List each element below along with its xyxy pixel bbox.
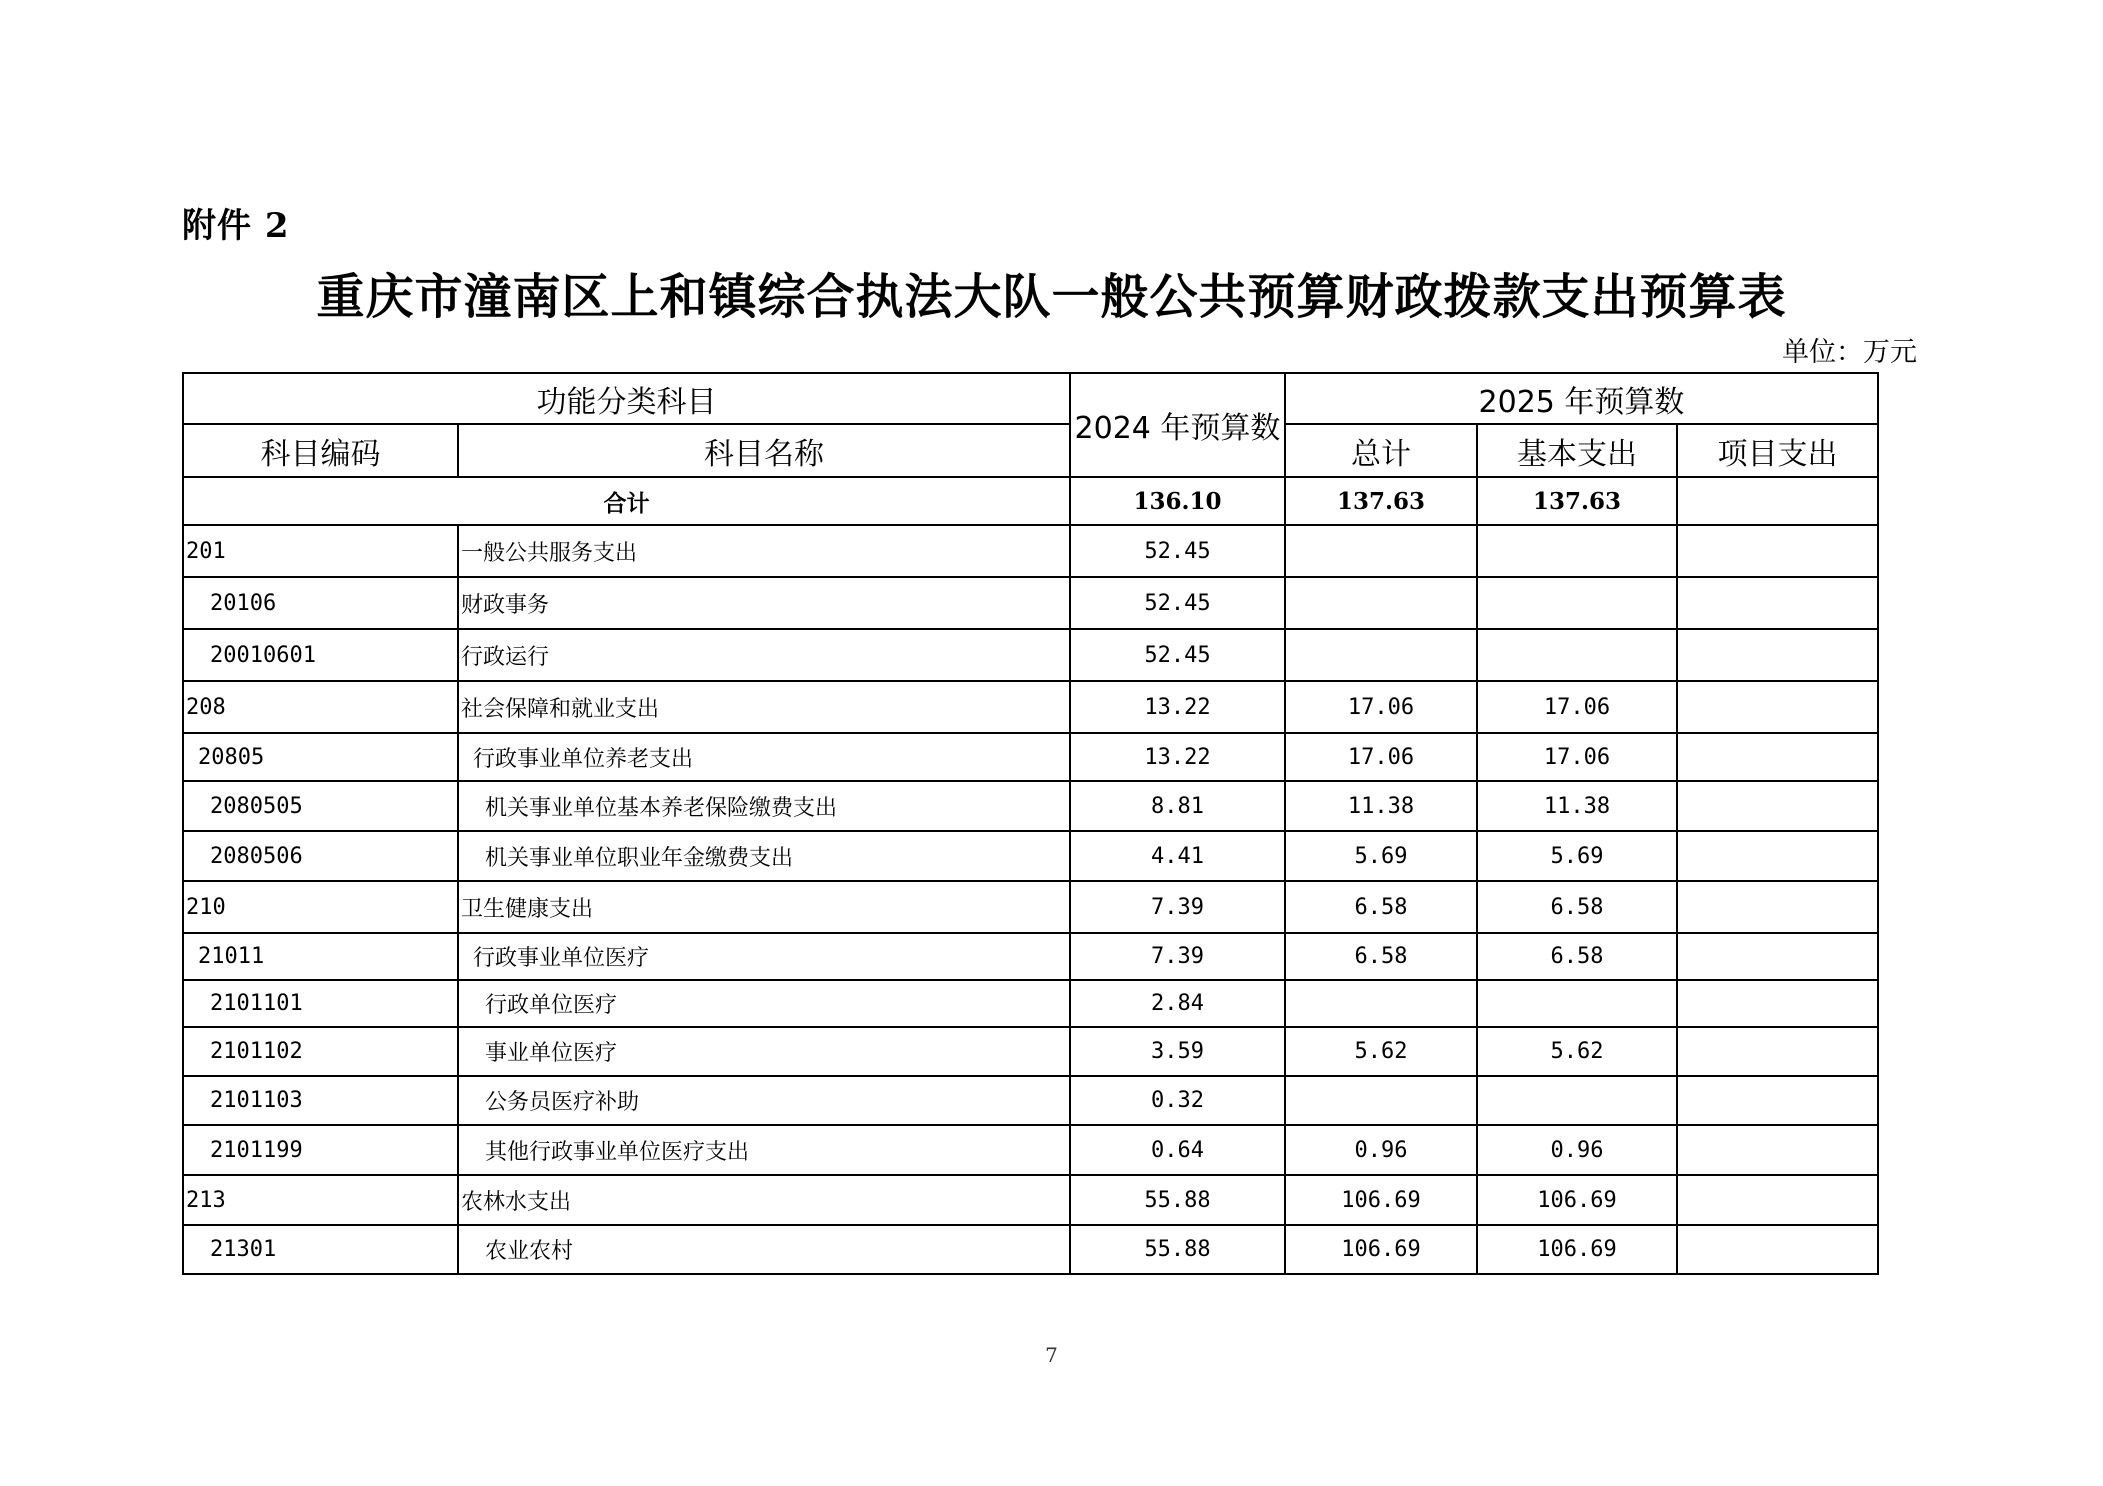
header-project: 项目支出	[1677, 424, 1878, 477]
row-budget-2025-project	[1677, 1027, 1878, 1076]
row-code: 20106	[183, 577, 458, 629]
header-code: 科目编码	[183, 424, 458, 477]
row-budget-2025-project	[1677, 1076, 1878, 1125]
table-row	[183, 881, 1878, 933]
row-budget-2025-total: 6.58	[1285, 933, 1477, 980]
table-row	[183, 629, 1878, 681]
row-budget-2024: 0.32	[1070, 1076, 1285, 1125]
row-budget-2025-total: 106.69	[1285, 1225, 1477, 1274]
row-code: 2080506	[183, 831, 458, 881]
table-row	[183, 1225, 1878, 1274]
row-budget-2025-project	[1677, 1125, 1878, 1175]
row-budget-2024: 55.88	[1070, 1225, 1285, 1274]
table-row	[183, 781, 1878, 831]
row-budget-2025-project	[1677, 881, 1878, 933]
table-row	[183, 1027, 1878, 1076]
document-title: 重庆市潼南区上和镇综合执法大队一般公共预算财政拨款支出预算表	[316, 269, 1787, 325]
row-budget-2025-basic: 5.69	[1477, 831, 1677, 881]
total-2024: 136.10	[1070, 477, 1285, 525]
header-budget-2025: 2025 年预算数	[1285, 373, 1878, 424]
total-2025-total: 137.63	[1285, 477, 1477, 525]
row-budget-2024: 52.45	[1070, 577, 1285, 629]
row-budget-2025-total: 17.06	[1285, 733, 1477, 781]
table-row	[183, 733, 1878, 781]
row-budget-2024: 0.64	[1070, 1125, 1285, 1175]
row-name: 行政事业单位医疗	[458, 933, 1070, 980]
row-budget-2024: 52.45	[1070, 629, 1285, 681]
row-budget-2025-total: 106.69	[1285, 1175, 1477, 1225]
table-row	[183, 577, 1878, 629]
row-budget-2024: 52.45	[1070, 525, 1285, 577]
row-code: 20805	[183, 733, 458, 781]
row-budget-2025-basic	[1477, 629, 1677, 681]
row-budget-2024: 7.39	[1070, 933, 1285, 980]
row-budget-2024: 7.39	[1070, 881, 1285, 933]
page-number: 7	[1045, 1343, 1058, 1367]
row-budget-2025-total: 17.06	[1285, 681, 1477, 733]
row-budget-2025-project	[1677, 733, 1878, 781]
row-budget-2025-basic	[1477, 1076, 1677, 1125]
header-total: 总计	[1285, 424, 1477, 477]
row-name: 农林水支出	[458, 1175, 1070, 1225]
row-code: 208	[183, 681, 458, 733]
header-basic: 基本支出	[1477, 424, 1677, 477]
budget-table	[182, 372, 1879, 1275]
row-budget-2025-project	[1677, 933, 1878, 980]
row-budget-2025-basic	[1477, 980, 1677, 1027]
row-name: 行政单位医疗	[458, 980, 1070, 1027]
row-budget-2025-total	[1285, 629, 1477, 681]
row-budget-2025-total	[1285, 525, 1477, 577]
table-row	[183, 681, 1878, 733]
row-code: 21011	[183, 933, 458, 980]
row-code: 213	[183, 1175, 458, 1225]
row-code: 2101102	[183, 1027, 458, 1076]
row-budget-2024: 13.22	[1070, 681, 1285, 733]
row-name: 社会保障和就业支出	[458, 681, 1070, 733]
row-name: 事业单位医疗	[458, 1027, 1070, 1076]
row-code: 21301	[183, 1225, 458, 1274]
row-budget-2025-basic: 11.38	[1477, 781, 1677, 831]
row-budget-2025-total: 5.62	[1285, 1027, 1477, 1076]
table-row	[183, 1175, 1878, 1225]
row-name: 行政运行	[458, 629, 1070, 681]
header-functional: 功能分类科目	[183, 373, 1070, 424]
row-budget-2025-basic: 17.06	[1477, 681, 1677, 733]
table-row	[183, 1076, 1878, 1125]
row-code: 20010601	[183, 629, 458, 681]
table-row	[183, 933, 1878, 980]
row-code: 2101103	[183, 1076, 458, 1125]
row-code: 2101101	[183, 980, 458, 1027]
row-code: 201	[183, 525, 458, 577]
row-budget-2025-project	[1677, 577, 1878, 629]
row-budget-2024: 2.84	[1070, 980, 1285, 1027]
row-budget-2025-total: 0.96	[1285, 1125, 1477, 1175]
row-budget-2025-basic: 5.62	[1477, 1027, 1677, 1076]
row-budget-2025-basic: 106.69	[1477, 1175, 1677, 1225]
row-budget-2025-project	[1677, 781, 1878, 831]
row-code: 2080505	[183, 781, 458, 831]
row-name: 农业农村	[458, 1225, 1070, 1274]
row-budget-2024: 8.81	[1070, 781, 1285, 831]
row-budget-2025-project	[1677, 980, 1878, 1027]
row-budget-2024: 4.41	[1070, 831, 1285, 881]
row-budget-2024: 55.88	[1070, 1175, 1285, 1225]
row-code: 2101199	[183, 1125, 458, 1175]
row-budget-2024: 13.22	[1070, 733, 1285, 781]
row-budget-2025-total	[1285, 1076, 1477, 1125]
table-row	[183, 980, 1878, 1027]
row-name: 一般公共服务支出	[458, 525, 1070, 577]
row-budget-2025-project	[1677, 1175, 1878, 1225]
row-name: 公务员医疗补助	[458, 1076, 1070, 1125]
row-budget-2025-basic: 0.96	[1477, 1125, 1677, 1175]
row-budget-2025-basic	[1477, 525, 1677, 577]
row-budget-2025-total: 11.38	[1285, 781, 1477, 831]
row-budget-2025-total	[1285, 577, 1477, 629]
row-name: 其他行政事业单位医疗支出	[458, 1125, 1070, 1175]
total-row	[183, 477, 1878, 525]
row-budget-2025-total: 5.69	[1285, 831, 1477, 881]
row-budget-2025-project	[1677, 831, 1878, 881]
table-row	[183, 525, 1878, 577]
row-budget-2025-project	[1677, 525, 1878, 577]
row-budget-2024: 3.59	[1070, 1027, 1285, 1076]
row-budget-2025-basic: 106.69	[1477, 1225, 1677, 1274]
row-name: 卫生健康支出	[458, 881, 1070, 933]
row-budget-2025-basic: 6.58	[1477, 933, 1677, 980]
row-name: 机关事业单位职业年金缴费支出	[458, 831, 1070, 881]
row-name: 机关事业单位基本养老保险缴费支出	[458, 781, 1070, 831]
total-2025-basic: 137.63	[1477, 477, 1677, 525]
total-2025-project	[1677, 477, 1878, 525]
row-budget-2025-total	[1285, 980, 1477, 1027]
row-code: 210	[183, 881, 458, 933]
row-name: 行政事业单位养老支出	[458, 733, 1070, 781]
unit-label: 单位：万元	[1782, 337, 1917, 368]
header-name: 科目名称	[458, 424, 1070, 477]
row-budget-2025-basic	[1477, 577, 1677, 629]
row-budget-2025-total: 6.58	[1285, 881, 1477, 933]
header-budget-2024: 2024 年预算数	[1070, 373, 1285, 477]
row-budget-2025-project	[1677, 1225, 1878, 1274]
table-row	[183, 1125, 1878, 1175]
row-budget-2025-basic: 6.58	[1477, 881, 1677, 933]
row-budget-2025-project	[1677, 629, 1878, 681]
table-row	[183, 831, 1878, 881]
total-label: 合计	[183, 477, 1070, 525]
attachment-label: 附件 2	[182, 206, 290, 246]
row-budget-2025-project	[1677, 681, 1878, 733]
row-budget-2025-basic: 17.06	[1477, 733, 1677, 781]
row-name: 财政事务	[458, 577, 1070, 629]
